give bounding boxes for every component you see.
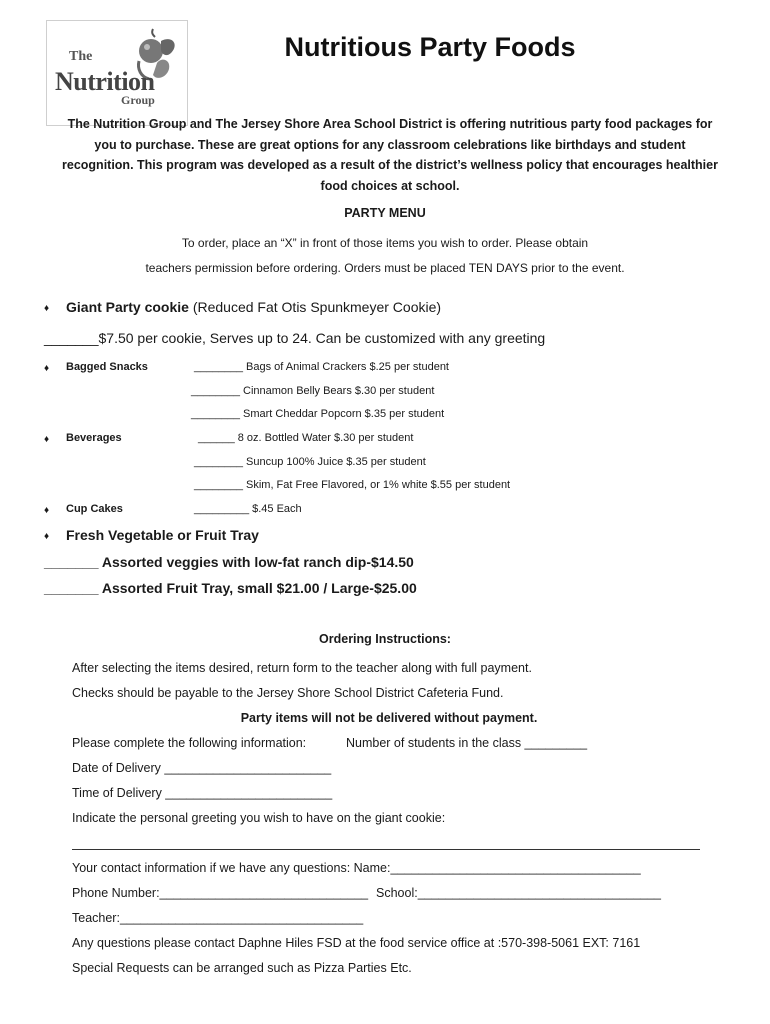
- cupcakes-label: Cup Cakes: [66, 503, 123, 515]
- bagged-snacks-label: Bagged Snacks: [66, 361, 148, 373]
- order-note-line-2: teachers permission before ordering. Orders must be placed TEN DAYS prior to the event.: [145, 261, 625, 275]
- ordering-line-1: After selecting the items desired, return form to the teacher along with full payment.: [72, 661, 532, 675]
- school-field[interactable]: School:___________________________________: [376, 886, 662, 900]
- order-note-line-1: To order, place an “X” in front of those items you wish to order. Please obtain: [181, 236, 589, 250]
- tray-heading: Fresh Vegetable or Fruit Tray: [66, 527, 259, 543]
- cookie-order-line[interactable]: _______$7.50 per cookie, Serves up to 24. Can be customized with any greeting: [44, 330, 546, 346]
- greeting-entry-line[interactable]: [72, 849, 700, 850]
- page-title: Nutritious Party Foods: [284, 32, 576, 62]
- beverages-label: Beverages: [66, 432, 122, 444]
- menu-heading: PARTY MENU: [344, 206, 426, 220]
- beverage-item[interactable]: ______ 8 oz. Bottled Water $.30 per student: [198, 432, 414, 444]
- intro-paragraph: The Nutrition Group and The Jersey Shore Area School District is offering nutritious party food packages for you to purchase. These are great options for any classroom celebrations like birthdays and student recognition. This program was developed as a result of the district’s wellness policy that encourages healthier food choices at school.: [62, 117, 718, 193]
- date-of-delivery-field[interactable]: Date of Delivery ________________________: [72, 761, 332, 775]
- bagged-snack-item[interactable]: ________ Bags of Animal Crackers $.25 per student: [194, 361, 449, 373]
- bullet-diamond-icon: ♦: [44, 434, 50, 445]
- special-requests-line: Special Requests can be arranged such as Pizza Parties Etc.: [72, 961, 412, 975]
- logo-text-group: Group: [121, 93, 155, 107]
- cookie-heading-rest: (Reduced Fat Otis Spunkmeyer Cookie): [188, 299, 442, 315]
- cupcake-item[interactable]: _________ $.45 Each: [194, 503, 302, 515]
- bullet-diamond-icon: ♦: [44, 363, 50, 374]
- bagged-snack-item[interactable]: ________ Cinnamon Belly Bears $.30 per student: [191, 385, 435, 397]
- ordering-line-2: Checks should be payable to the Jersey Shore School District Cafeteria Fund.: [72, 686, 504, 700]
- ordering-heading: Ordering Instructions:: [319, 632, 451, 646]
- beverage-item[interactable]: ________ Suncup 100% Juice $.35 per student: [194, 456, 426, 468]
- cookie-heading-bold: Giant Party cookie: [66, 299, 189, 315]
- bullet-diamond-icon: ♦: [44, 531, 50, 542]
- bullet-diamond-icon: ♦: [44, 303, 50, 314]
- time-of-delivery-field[interactable]: Time of Delivery ________________________: [72, 786, 333, 800]
- bagged-snack-item[interactable]: ________ Smart Cheddar Popcorn $.35 per student: [191, 408, 445, 420]
- greeting-label: Indicate the personal greeting you wish to have on the giant cookie:: [72, 811, 446, 825]
- payment-warning: Party items will not be delivered without payment.: [240, 711, 538, 725]
- beverage-item[interactable]: ________ Skim, Fat Free Flavored, or 1% white $.55 per student: [194, 479, 511, 491]
- veggie-tray-order-line[interactable]: _______ Assorted veggies with low-fat ranch dip-$14.50: [44, 554, 414, 570]
- bullet-diamond-icon: ♦: [44, 505, 50, 516]
- phone-number-field[interactable]: Phone Number:______________________________: [72, 886, 369, 900]
- teacher-field[interactable]: Teacher:___________________________________: [72, 911, 364, 925]
- logo-text-nutrition: Nutrition: [55, 67, 155, 96]
- logo-text-the: The: [69, 49, 93, 64]
- contact-name-field[interactable]: Your contact information if we have any questions: Name:____________________________________: [72, 861, 641, 875]
- fruit-tray-order-line[interactable]: _______ Assorted Fruit Tray, small $21.00 / Large-$25.00: [44, 580, 417, 596]
- num-students-field[interactable]: Number of students in the class _________: [346, 736, 588, 750]
- complete-info-label: Please complete the following information:: [72, 736, 307, 750]
- contact-questions-line: Any questions please contact Daphne Hiles FSD at the food service office at :570-398-5061 EXT: 7161: [72, 936, 641, 950]
- nutrition-group-logo: [46, 20, 188, 126]
- cookie-heading: [66, 299, 441, 315]
